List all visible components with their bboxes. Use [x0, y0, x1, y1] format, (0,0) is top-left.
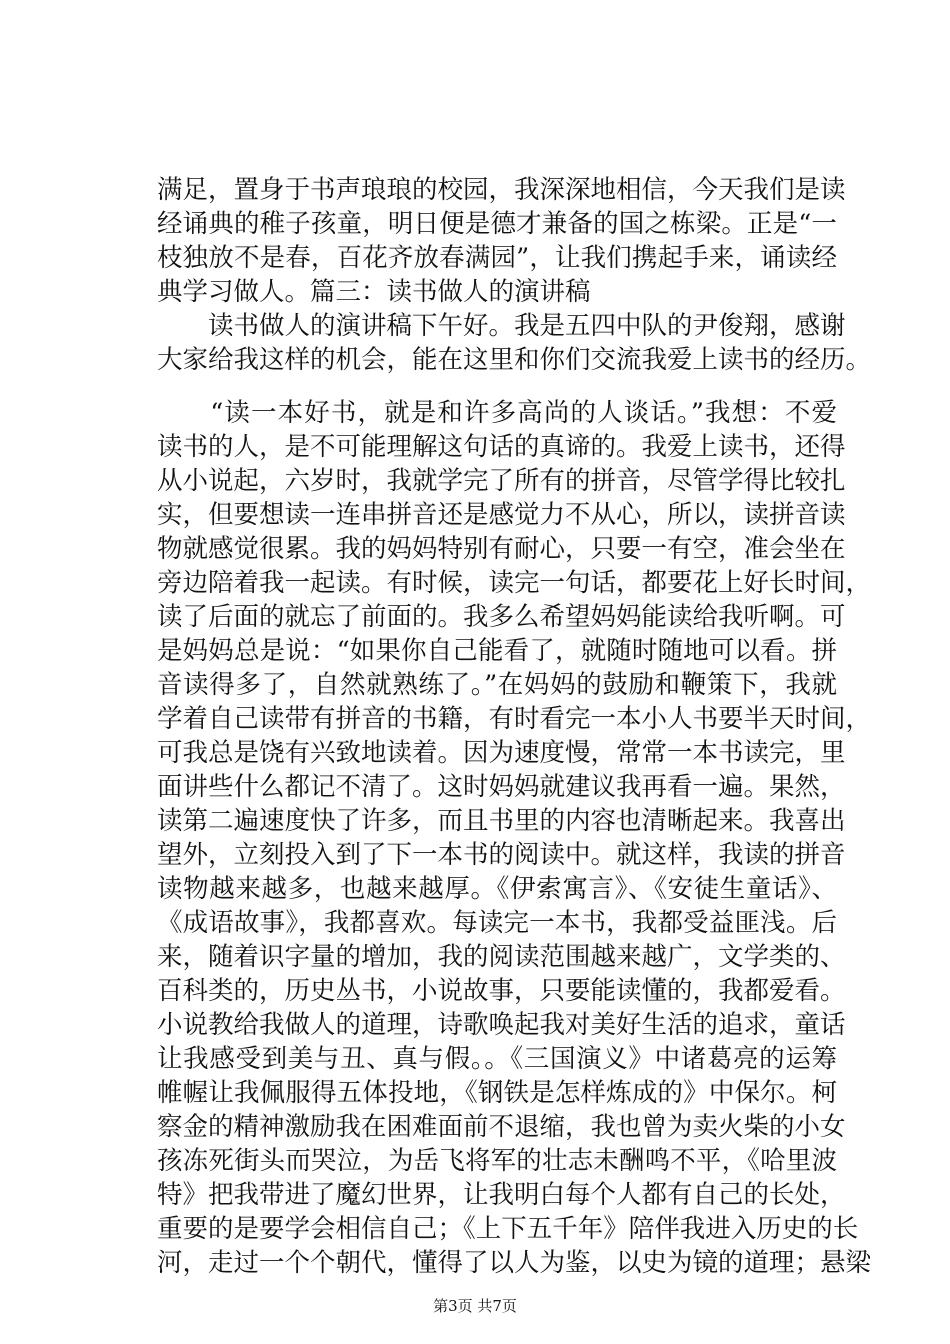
- text-line: 满足，置身于书声琅琅的校园，我深深地相信，今天我们是读: [157, 175, 846, 205]
- text-line: 特》把我带进了魔幻世界，让我明白每个人都有自己的长处，: [157, 1180, 846, 1210]
- text-line: 帷幄让我佩服得五体投地，《钢铁是怎样炼成的》中保尔。柯: [157, 1078, 837, 1108]
- text-line: 可我总是饶有兴致地读着。因为速度慢，常常一本书读完，里: [157, 738, 846, 768]
- text-line: 读书的人，是不可能理解这句话的真谛的。我爱上读书，还得: [157, 432, 846, 462]
- text-line: 望外，立刻投入到了下一本书的阅读中。就这样，我读的拼音: [157, 840, 846, 870]
- text-line: 读书做人的演讲稿下午好。我是五四中队的尹俊翔，感谢: [157, 311, 846, 341]
- text-line: 典学习做人。篇三：读书做人的演讲稿: [157, 277, 591, 307]
- text-line: 察金的精神激励我在困难面前不退缩，我也曾为卖火柴的小女: [157, 1112, 846, 1142]
- text-line: 是妈妈总是说：“如果你自己能看了，就随时随地可以看。拼: [157, 636, 837, 666]
- text-line: 学着自己读带有拼音的书籍，有时看完一本小人书要半天时间，: [157, 704, 872, 734]
- page-number: 第3页 共7页: [433, 1297, 517, 1315]
- text-line: 读物越来越多，也越来越厚。《伊索寓言》、《安徒生童话》、: [157, 874, 837, 904]
- text-line: 重要的是要学会相信自己；《上下五千年》陪伴我进入历史的长: [157, 1214, 859, 1244]
- text-line: 让我感受到美与丑、真与假。。《三国演义》中诸葛亮的运筹: [157, 1044, 837, 1074]
- text-line: 音读得多了，自然就熟练了。”在妈妈的鼓励和鞭策下，我就: [157, 670, 837, 700]
- text-line: 读了后面的就忘了前面的。我多么希望妈妈能读给我听啊。可: [157, 602, 846, 632]
- text-line: 《成语故事》，我都喜欢。每读完一本书，我都受益匪浅。后: [157, 908, 837, 938]
- text-line: 从小说起，六岁时，我就学完了所有的拼音，尽管学得比较扎: [157, 466, 846, 496]
- text-line: 面讲些什么都记不清了。这时妈妈就建议我再看一遍。果然，: [157, 772, 846, 802]
- text-line: 实，但要想读一连串拼音还是感觉力不从心，所以，读拼音读: [157, 500, 846, 530]
- text-line: 物就感觉很累。我的妈妈特别有耐心，只要一有空，准会坐在: [157, 534, 846, 564]
- text-line: 小说教给我做人的道理，诗歌唤起我对美好生活的追求，童话: [157, 1010, 846, 1040]
- text-line: 旁边陪着我一起读。有时候，读完一句话，都要花上好长时间，: [157, 568, 872, 598]
- text-line: “读一本好书，就是和许多高尚的人谈话。”我想：不爱: [157, 398, 837, 428]
- text-line: 读第二遍速度快了许多，而且书里的内容也清晰起来。我喜出: [157, 806, 846, 836]
- text-line: 来，随着识字量的增加，我的阅读范围越来越广，文学类的、: [157, 942, 846, 972]
- text-line: 大家给我这样的机会，能在这里和你们交流我爱上读书的经历。: [157, 345, 872, 375]
- text-line: 河，走过一个个朝代，懂得了以人为鉴，以史为镜的道理；悬梁: [157, 1248, 872, 1278]
- text-line: 经诵典的稚子孩童，明日便是德才兼备的国之栋梁。正是“一: [157, 209, 837, 239]
- text-line: 枝独放不是春，百花齐放春满园”，让我们携起手来，诵读经: [157, 243, 837, 273]
- text-line: 百科类的，历史丛书，小说故事，只要能读懂的，我都爱看。: [157, 976, 846, 1006]
- text-line: 孩冻死街头而哭泣，为岳飞将军的壮志未酬鸣不平，《哈里波: [157, 1146, 837, 1176]
